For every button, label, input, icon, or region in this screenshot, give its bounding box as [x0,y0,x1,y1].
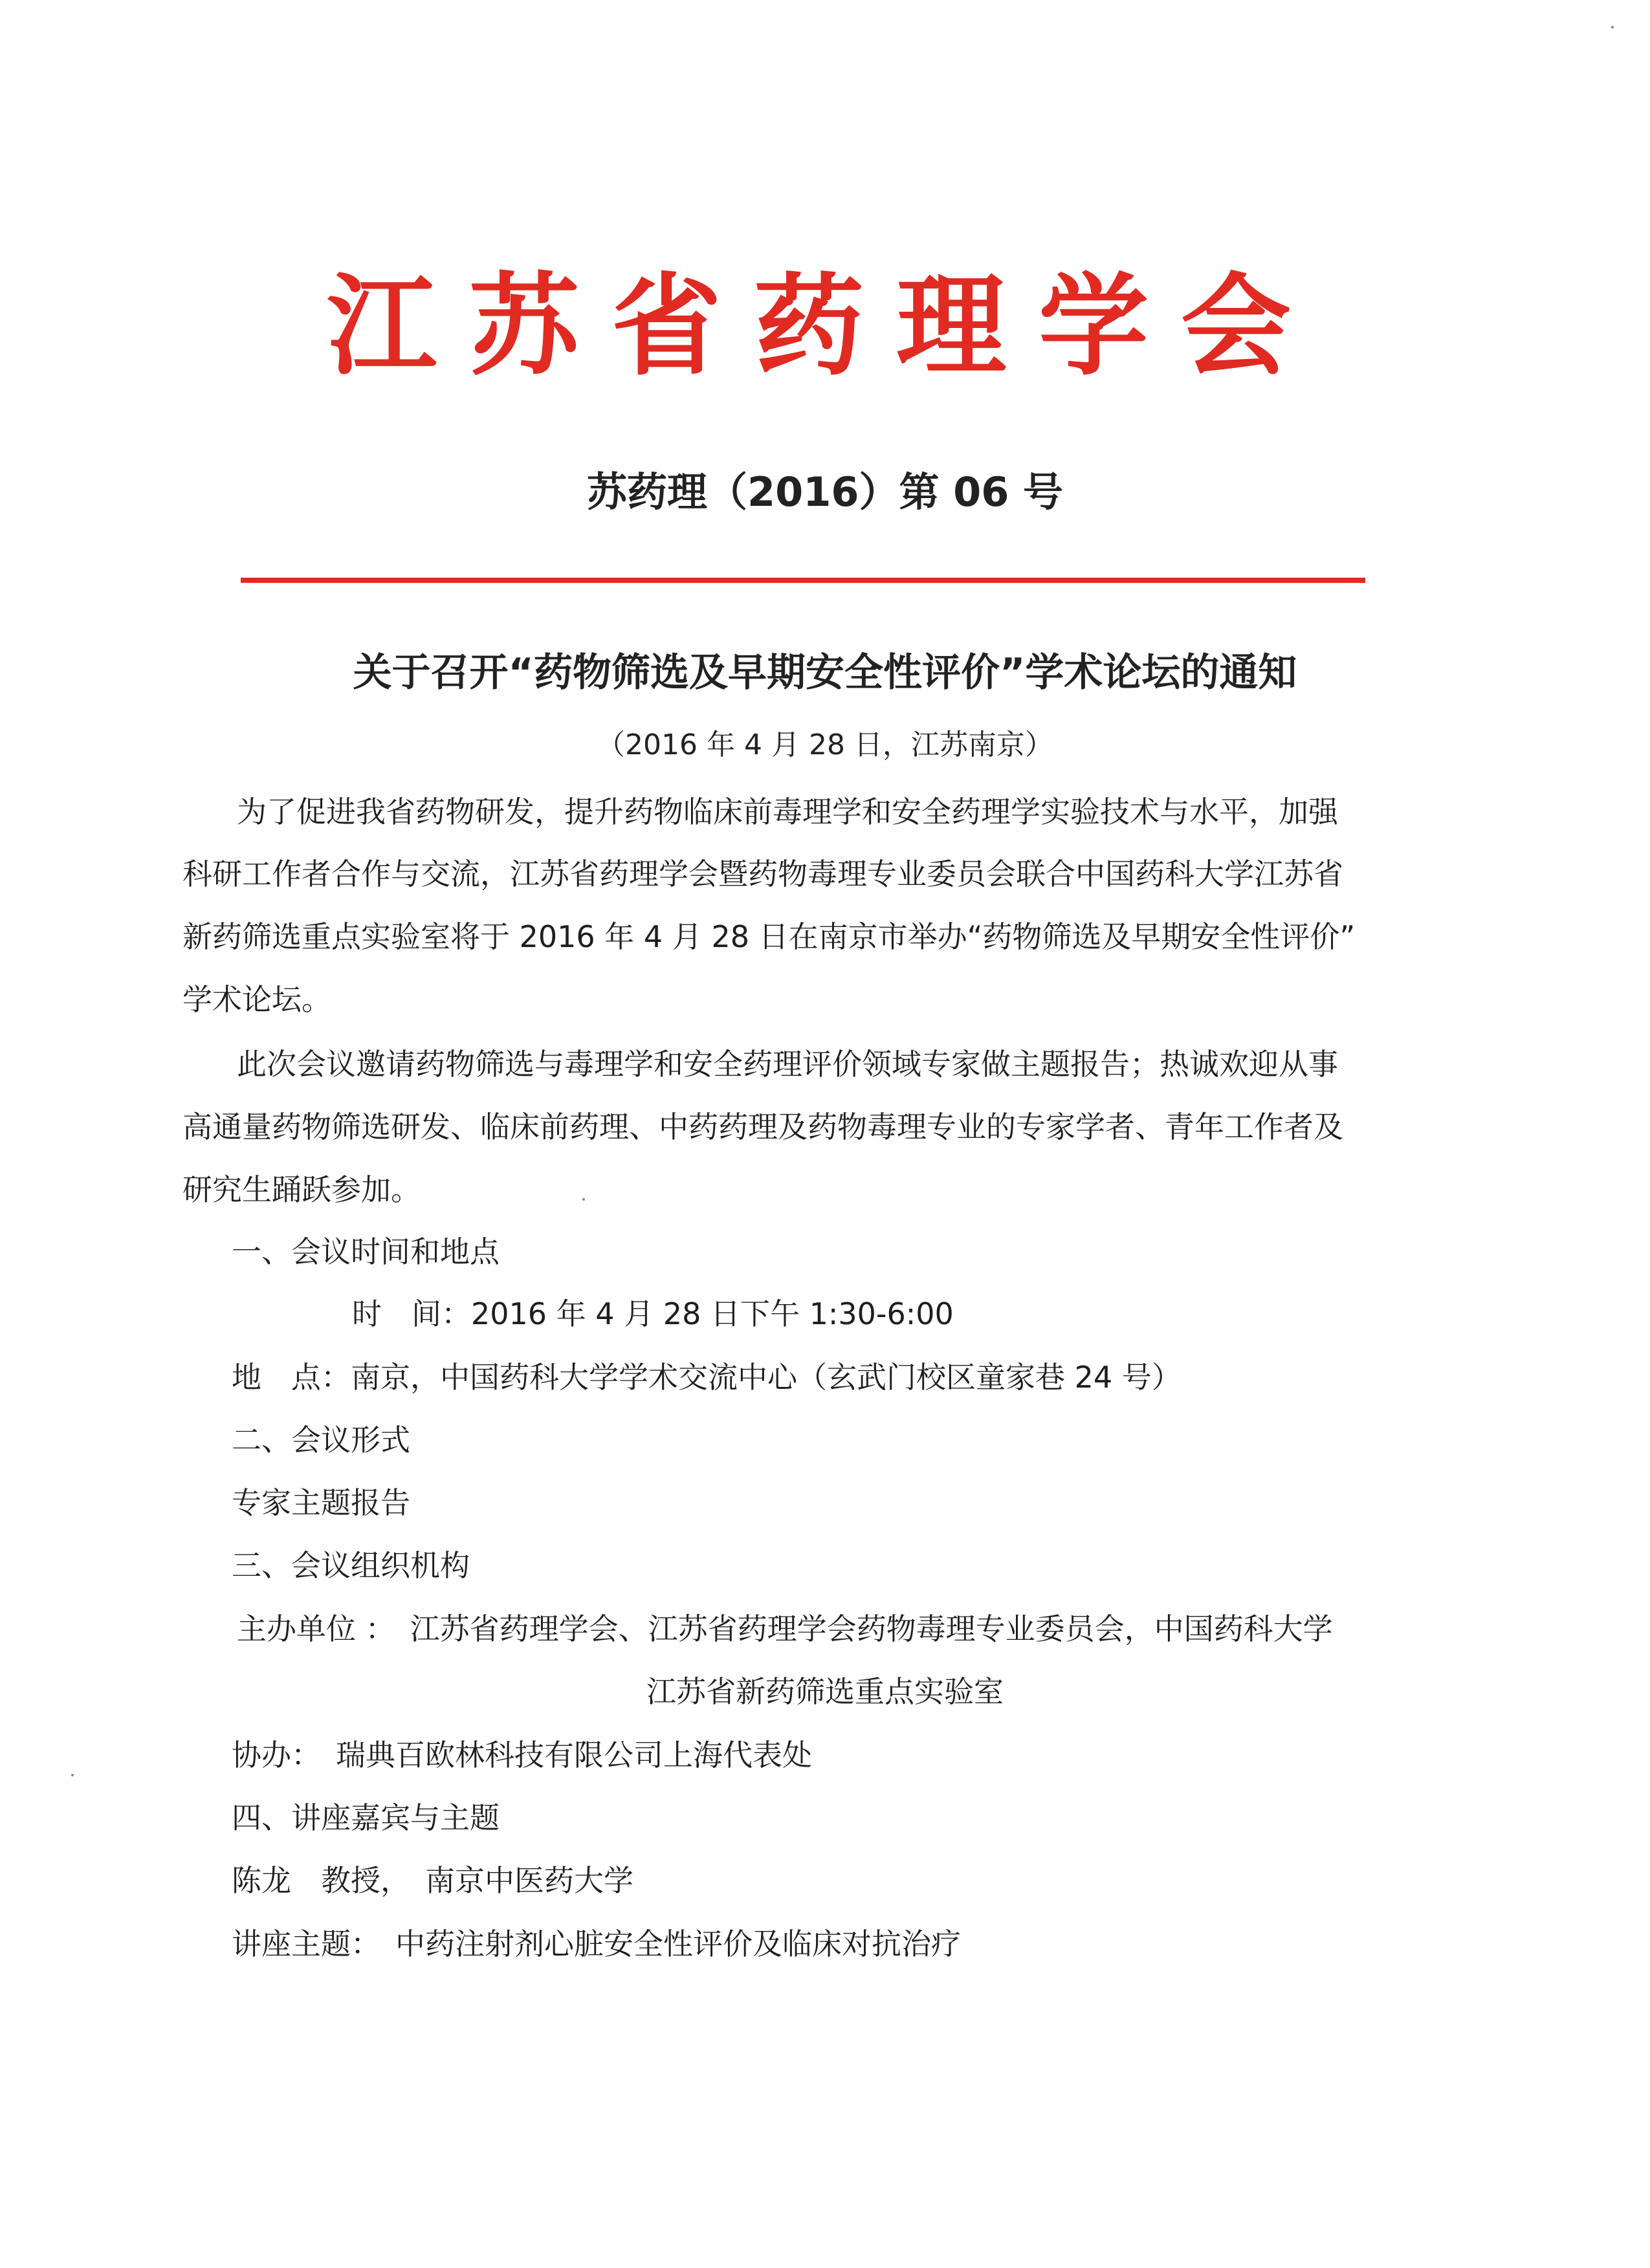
lecture-topic: 讲座主题： 中药注射剂心脏安全性评价及临床对抗治疗 [232,1926,961,1961]
paragraph-1-line-2: 科研工作者合作与交流，江苏省药理学会暨药物毒理专业委员会联合中国药科大学江苏省 [182,856,1343,891]
paragraph-1-line-3: 新药筛选重点实验室将于 2016 年 4 月 28 日在南京市举办“药物筛选及早期安全性评价” [182,919,1356,954]
paragraph-1-line-1: 为了促进我省药物研发，提升药物临床前毒理学和安全药理学实验技术与水平，加强 [237,794,1338,829]
scan-speck [1611,26,1614,28]
paragraph-2-line-1: 此次会议邀请药物筛选与毒理学和安全药理评价领域专家做主题报告；热诚欢迎从事 [237,1047,1338,1082]
notice-subtitle: （2016 年 4 月 28 日，江苏南京） [597,728,1053,761]
section-3-heading: 三、会议组织机构 [232,1548,470,1583]
paragraph-2-line-3: 研究生踊跃参加。 [182,1172,421,1207]
meeting-place: 地 点：南京，中国药科大学学术交流中心（玄武门校区童家巷 24 号） [232,1360,1182,1395]
section-4-heading: 四、讲座嘉宾与主题 [232,1800,500,1835]
red-divider-line [241,578,1365,583]
section-1-heading: 一、会议时间和地点 [232,1234,500,1269]
co-host-organization: 协办： 瑞典百欧林科技有限公司上海代表处 [232,1738,812,1772]
paragraph-1-line-4: 学术论坛。 [182,982,331,1017]
meeting-format: 专家主题报告 [232,1485,410,1520]
scan-speck [582,1198,585,1201]
host-organizations-line-1: 主办单位 ： 江苏省药理学会、江苏省药理学会药物毒理专业委员会，中国药科大学 [237,1611,1333,1646]
section-2-heading: 二、会议形式 [232,1423,410,1457]
paragraph-2-line-2: 高通量药物筛选研发、临床前药理、中药药理及药物毒理专业的专家学者、青年工作者及 [182,1109,1343,1144]
speaker: 陈龙 教授， 南京中医药大学 [232,1863,633,1898]
notice-title: 关于召开“药物筛选及早期安全性评价”学术论坛的通知 [353,650,1297,695]
host-organizations-line-2: 江苏省新药筛选重点实验室 [646,1674,1004,1709]
organization-title: 江苏省药理学会 [326,263,1323,391]
scan-speck [71,1774,74,1776]
meeting-time: 时 间：2016 年 4 月 28 日下午 1:30-6:00 [352,1296,954,1331]
document-number: 苏药理（2016）第 06 号 [586,468,1063,516]
